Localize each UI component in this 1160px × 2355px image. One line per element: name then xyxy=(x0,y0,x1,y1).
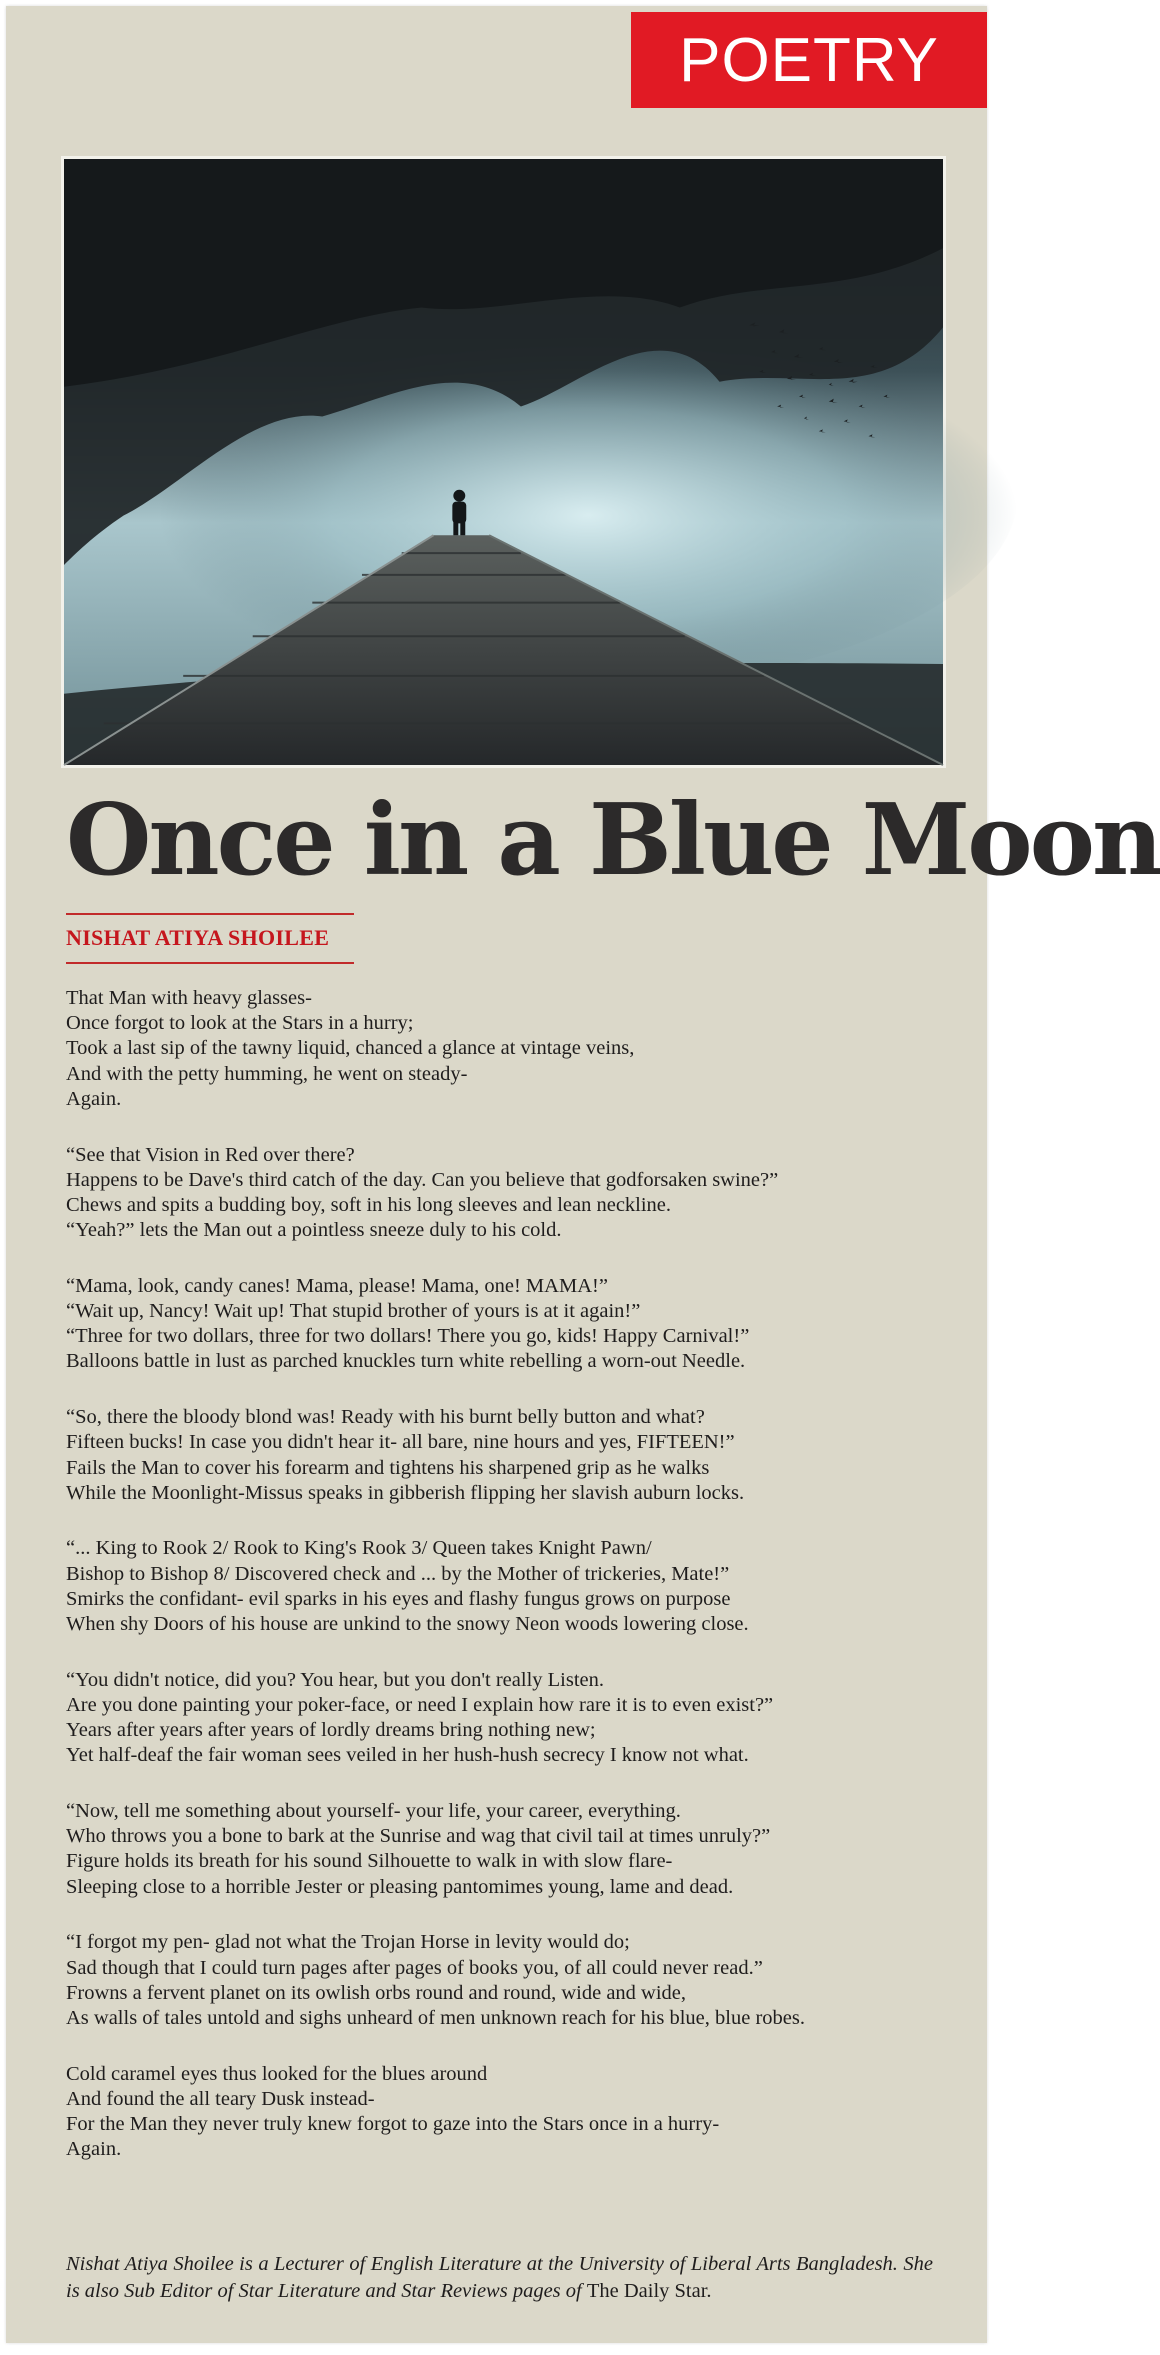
poem-line: For the Man they never truly knew forgot to gaze into the Stars once in a hurry- xyxy=(66,2113,720,2136)
poem-line: And found the all teary Dusk instead- xyxy=(66,2087,375,2110)
section-tag: POETRY xyxy=(631,12,987,108)
poem-line: Figure holds its breath for his sound Silhouette to walk in with slow flare- xyxy=(66,1850,673,1873)
poem-line: “Wait up, Nancy! Wait up! That stupid brother of yours is at it again!” xyxy=(66,1300,641,1323)
author-bio xyxy=(66,2251,933,2305)
poem-line: Are you done painting your poker-face, or need I explain how rare it is to even exist?” xyxy=(66,1693,774,1716)
poem-line: Took a last sip of the tawny liquid, chanced a glance at vintage veins, xyxy=(66,1037,635,1060)
article-page xyxy=(6,6,1160,2343)
poem-line: Cold caramel eyes thus looked for the blues around xyxy=(66,2062,488,2085)
poem-line: Who throws you a bone to bark at the Sunrise and wag that civil tail at times unruly?” xyxy=(66,1825,771,1848)
poem-line: “So, there the bloody blond was! Ready with his burnt belly button and what? xyxy=(66,1406,705,1429)
header-photo xyxy=(61,156,946,768)
publication-name: The Daily Star. xyxy=(586,2280,712,2302)
poem-line: Bishop to Bishop 8/ Discovered check and ... by the Mother of trickeries, Mate!” xyxy=(66,1562,730,1585)
poem-line: “I forgot my pen- glad not what the Trojan Horse in levity would do; xyxy=(66,1931,630,1954)
poem-line: “Yeah?” lets the Man out a pointless sneeze duly to his cold. xyxy=(66,1219,562,1242)
poem-title: Once in a Blue Moon xyxy=(66,783,1160,898)
poem-line: Years after years after years of lordly dreams bring nothing new; xyxy=(66,1719,596,1742)
poem-line: Happens to be Dave's third catch of the day. Can you believe that godforsaken swine?” xyxy=(66,1168,779,1191)
stanza xyxy=(66,1799,956,1900)
poem-line: “See that Vision in Red over there? xyxy=(66,1143,355,1166)
poem-line: Sad though that I could turn pages after pages of books you, of all could never read.” xyxy=(66,1956,763,1979)
poem-line: Fifteen bucks! In case you didn't hear it- all bare, nine hours and yes, FIFTEEN!” xyxy=(66,1431,735,1454)
stanza xyxy=(66,2062,956,2163)
poem-line: Fails the Man to cover his forearm and tightens his sharpened grip as he walks xyxy=(66,1456,710,1479)
bio-text: Nishat Atiya Shoilee is a Lecturer of English Literature at the University of Liberal Arts Bangladesh. She is also Sub Editor of Star Literature and Star Reviews pages of xyxy=(66,2253,933,2302)
poem-line: Yet half-deaf the fair woman sees veiled in her hush-hush secrecy I know not what. xyxy=(66,1744,749,1767)
poem-line: “Three for two dollars, three for two dollars! There you go, kids! Happy Carnival!” xyxy=(66,1325,750,1348)
stanza xyxy=(66,1930,956,2031)
poem-line: And with the petty humming, he went on steady- xyxy=(66,1062,468,1085)
stanza xyxy=(66,1143,956,1244)
poem-line: That Man with heavy glasses- xyxy=(66,987,312,1009)
poem-line: Chews and spits a budding boy, soft in his long sleeves and lean neckline. xyxy=(66,1193,672,1216)
pier-under-storm-clouds-image xyxy=(64,159,943,765)
poem-line: “You didn't notice, did you? You hear, but you don't really Listen. xyxy=(66,1668,605,1691)
poem-line: While the Moonlight-Missus speaks in gibberish flipping her slavish auburn locks. xyxy=(66,1481,745,1504)
poem-line: Balloons battle in lust as parched knuckles turn white rebelling a worn-out Needle. xyxy=(66,1350,746,1373)
stanza xyxy=(66,1274,956,1375)
poem-line: Sleeping close to a horrible Jester or pleasing pantomimes young, lame and dead. xyxy=(66,1875,734,1898)
poem-line: “Now, tell me something about yourself- your life, your career, everything. xyxy=(66,1800,681,1823)
poem-body xyxy=(66,986,956,2193)
poem-line: When shy Doors of his house are unkind to the snowy Neon woods lowering close. xyxy=(66,1613,749,1636)
stanza xyxy=(66,1405,956,1506)
poem-line: As walls of tales untold and sighs unheard of men unknown reach for his blue, blue robes. xyxy=(66,2007,805,2029)
author-byline: NISHAT ATIYA SHOILEE xyxy=(66,913,354,964)
poem-line: Again. xyxy=(66,2138,122,2161)
poem-line: “... King to Rook 2/ Rook to King's Rook 3/ Queen takes Knight Pawn/ xyxy=(66,1537,652,1560)
poem-line: Again. xyxy=(66,1087,122,1110)
poem-line: Once forgot to look at the Stars in a hurry; xyxy=(66,1012,414,1035)
stanza xyxy=(66,1536,956,1637)
poem-line: “Mama, look, candy canes! Mama, please! Mama, one! MAMA!” xyxy=(66,1274,608,1297)
stanza xyxy=(66,986,956,1112)
poem-line: Frowns a fervent planet on its owlish orbs round and round, wide and wide, xyxy=(66,1981,687,2004)
stanza xyxy=(66,1668,956,1769)
poem-line: Smirks the confidant- evil sparks in his eyes and flashy fungus grows on purpose xyxy=(66,1587,731,1610)
